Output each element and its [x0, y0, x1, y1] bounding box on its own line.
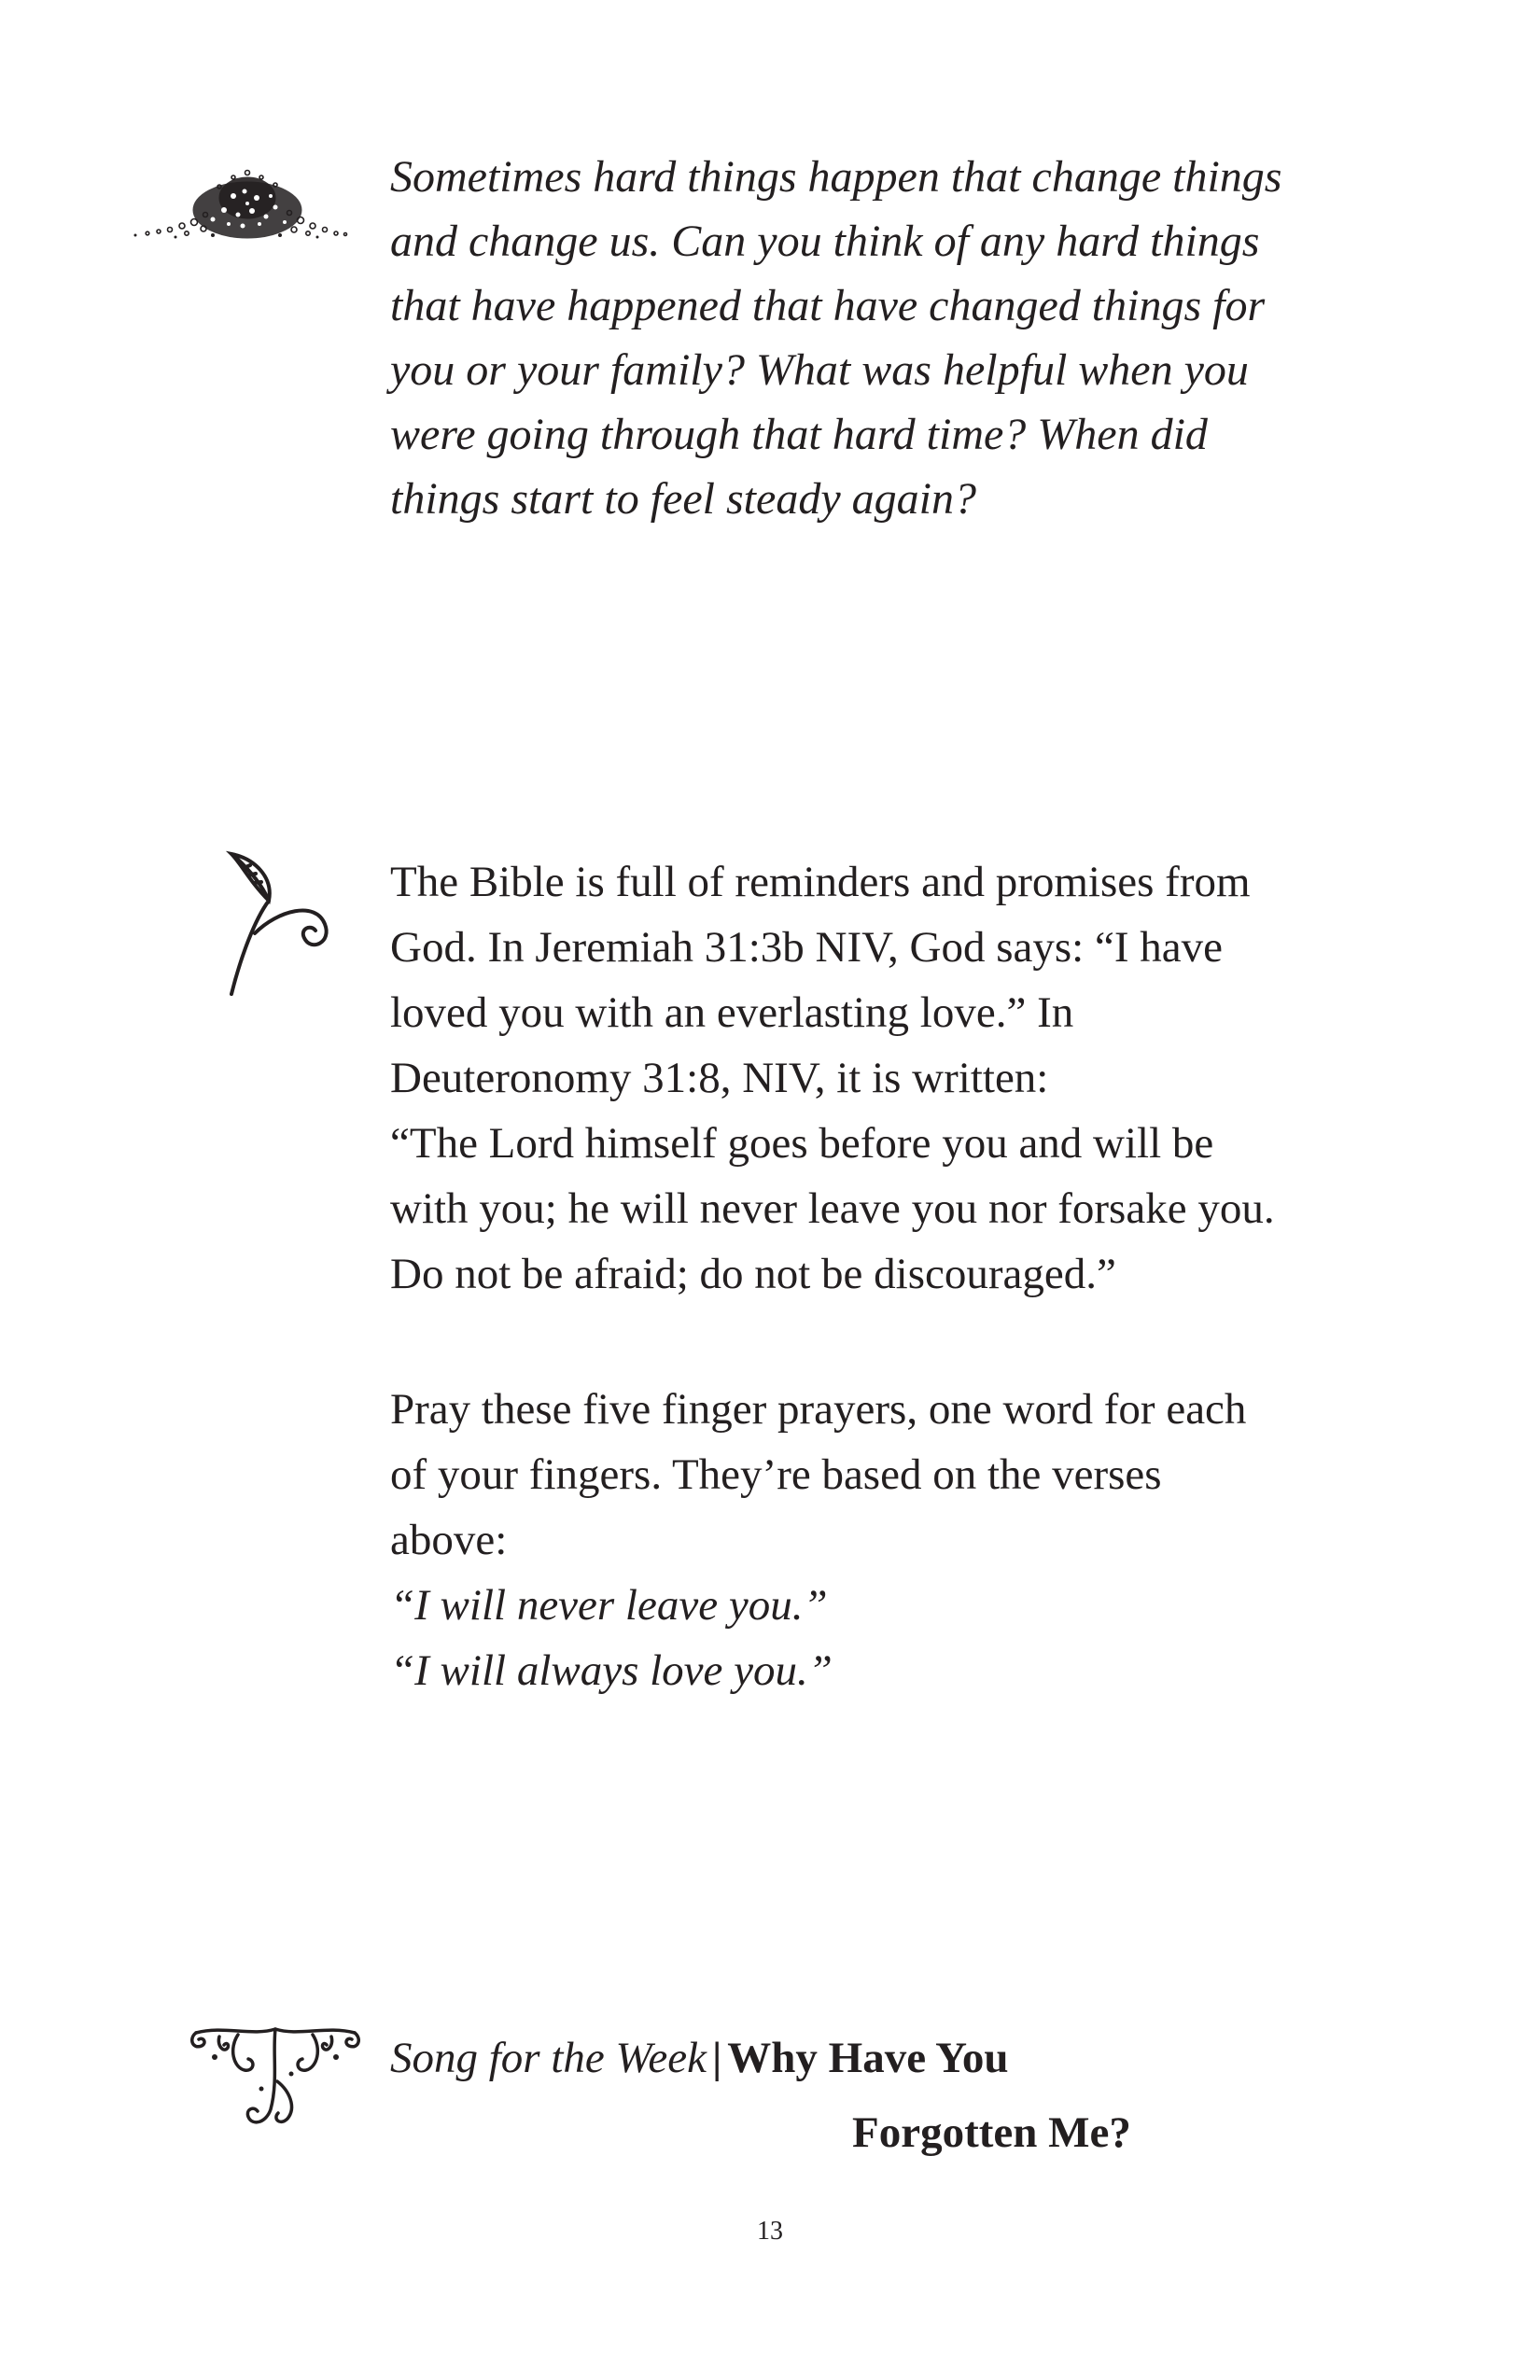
scripture-line: God. In Jeremiah 31:3b NIV, God says: “I have [390, 923, 1223, 972]
prayer-paragraph [390, 1377, 1342, 1703]
song-title-line2: Forgotten Me? [852, 2108, 1131, 2157]
scripture-line: loved you with an everlasting love.” In [390, 988, 1074, 1037]
scripture-line: Do not be afraid; do not be discouraged.” [390, 1250, 1116, 1298]
song-for-the-week [390, 2021, 1323, 2170]
sprout-icon [213, 845, 353, 1003]
reflection-prompt [390, 145, 1333, 531]
reflection-line: you or your family? What was helpful when you [390, 345, 1249, 395]
scripture-line: “The Lord himself goes before you and will be [390, 1119, 1214, 1168]
prayer-line: of your fingers. They’re based on the verses [390, 1450, 1162, 1499]
prayer-quote: “I will never leave you.” [390, 1581, 828, 1630]
scripture-line: with you; he will never leave you nor forsake you. [390, 1184, 1275, 1233]
scripture-paragraph [390, 849, 1342, 1307]
prayer-quote: “I will always love you.” [390, 1646, 833, 1695]
song-heading [390, 2021, 1323, 2095]
song-separator: | [711, 2034, 722, 2082]
flourish-ornament-icon [187, 2016, 364, 2137]
scripture-line: The Bible is full of reminders and promises from [390, 858, 1251, 906]
song-title-line1: Why Have You [727, 2034, 1009, 2082]
reflection-line: were going through that hard time? When did [390, 410, 1208, 459]
prayer-line: Pray these five finger prayers, one word for each [390, 1385, 1247, 1434]
scripture-line: Deuteronomy 31:8, NIV, it is written: [390, 1054, 1049, 1102]
reflection-line: things start to feel steady again? [390, 474, 976, 524]
page-number: 13 [757, 2217, 783, 2246]
reflection-line: that have happened that have changed things for [390, 281, 1266, 330]
prayer-line: above: [390, 1516, 508, 1564]
reflection-line: Sometimes hard things happen that change things [390, 152, 1282, 202]
reflection-line: and change us. Can you think of any hard things [390, 217, 1260, 266]
mound-of-dots-icon [93, 140, 355, 243]
song-label: Song for the Week [390, 2034, 707, 2082]
